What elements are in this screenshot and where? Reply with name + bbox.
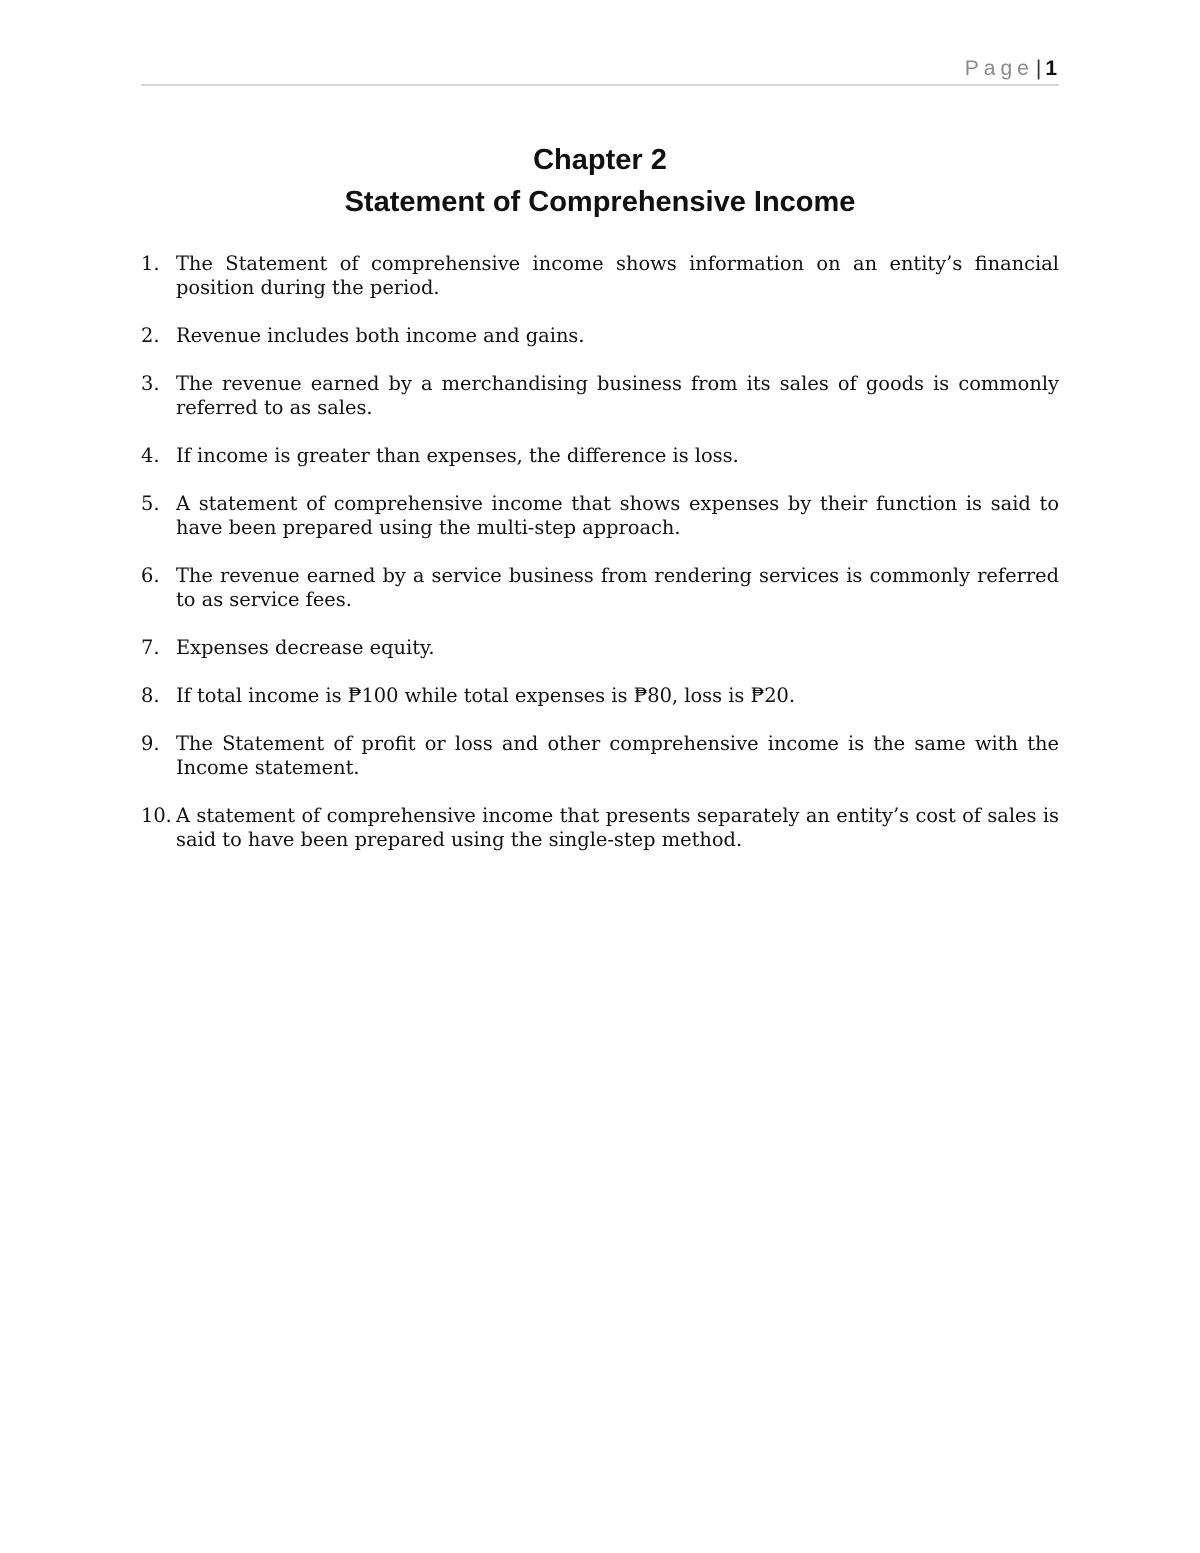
item-number: 8. [141, 684, 160, 707]
page-number: 1 [1045, 57, 1057, 80]
chapter-title: Chapter 2 [533, 144, 667, 176]
item-text: The revenue earned by a merchandising business from its sales of goods is commonly referred to as sales. [176, 372, 1059, 419]
statement-list [141, 252, 1059, 876]
item-text: The Statement of comprehensive income shows information on an entity’s financial position during the period. [176, 252, 1059, 299]
item-text: A statement of comprehensive income that presents separately an entity’s cost of sales is said to have been prepared using the single-step method. [176, 804, 1059, 851]
item-text: If income is greater than expenses, the difference is loss. [176, 444, 739, 467]
item-text: If total income is ₱100 while total expenses is ₱80, loss is ₱20. [176, 684, 796, 707]
item-number: 5. [141, 492, 160, 515]
list-item [141, 804, 1059, 852]
page-number-indicator [965, 56, 1057, 82]
item-text: Revenue includes both income and gains. [176, 324, 585, 347]
list-item [141, 636, 1059, 660]
item-text: A statement of comprehensive income that shows expenses by their function is said to have been prepared using the multi-step approach. [176, 492, 1059, 539]
title-block [141, 140, 1059, 222]
chapter-subtitle: Statement of Comprehensive Income [344, 186, 856, 218]
list-item [141, 444, 1059, 468]
item-text: The revenue earned by a service business from rendering services is commonly referred to as service fees. [176, 564, 1059, 611]
item-number: 3. [141, 372, 160, 395]
item-text: Expenses decrease equity. [176, 636, 435, 659]
item-number: 10. [141, 804, 172, 827]
page-header [141, 56, 1059, 86]
item-text: The Statement of profit or loss and other comprehensive income is the same with the Income statement. [176, 732, 1059, 779]
item-number: 1. [141, 252, 160, 275]
item-number: 6. [141, 564, 160, 587]
list-item [141, 372, 1059, 420]
list-item [141, 684, 1059, 708]
list-item [141, 324, 1059, 348]
item-number: 4. [141, 444, 160, 467]
item-number: 2. [141, 324, 160, 347]
page-label: Page [964, 57, 1034, 80]
item-number: 9. [141, 732, 160, 755]
list-item [141, 492, 1059, 540]
list-item [141, 564, 1059, 612]
list-item [141, 252, 1059, 300]
item-number: 7. [141, 636, 160, 659]
page-separator: | [1035, 57, 1042, 80]
list-item [141, 732, 1059, 780]
